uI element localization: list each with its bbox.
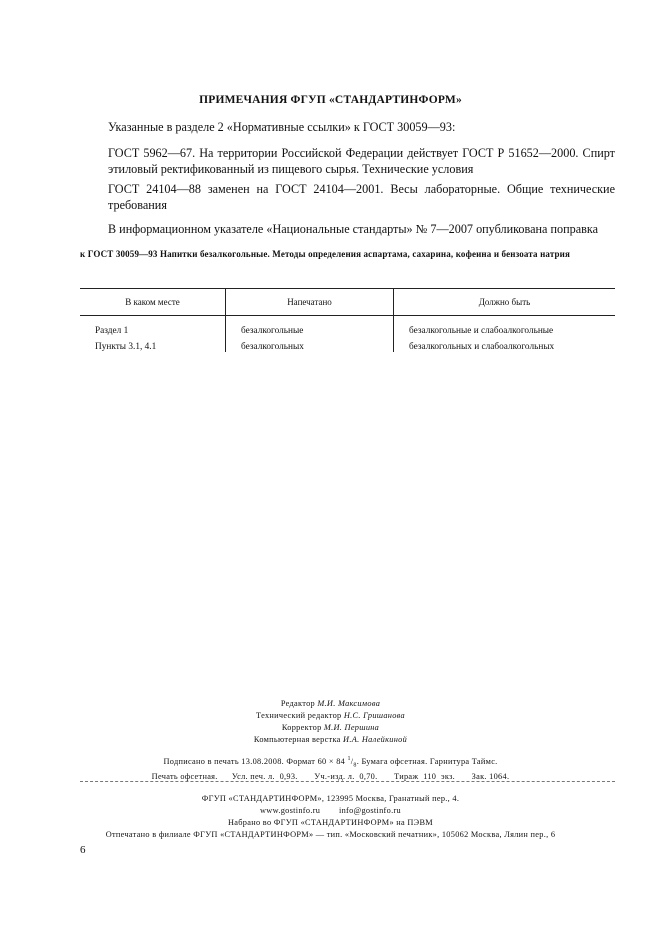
table-row — [80, 336, 615, 352]
paragraph-amendment-notice — [80, 222, 615, 238]
credit-name: М.И. Першина — [323, 723, 380, 732]
publisher-typeset: Набрано во ФГУП «СТАНДАРТИНФОРМ» на ПЭВМ — [228, 818, 433, 827]
paragraph-gost-24104 — [80, 182, 615, 213]
print-info — [0, 753, 661, 783]
column-header-should-be: Должно быть — [394, 289, 616, 316]
format-fraction-numerator: 1 — [347, 756, 351, 762]
publisher-info — [0, 793, 661, 841]
credit-label: Технический редактор — [256, 711, 342, 720]
paragraph-text: Указанные в разделе 2 «Нормативные ссылки» к ГОСТ 30059—93: — [108, 120, 456, 134]
credit-label: Корректор — [281, 723, 322, 732]
print-signed-text: Подписано в печать 13.08.2008. Формат 60 × 84 — [163, 756, 348, 766]
amendment-table-wrap — [80, 288, 615, 352]
format-fraction-denominator: 8 — [353, 762, 357, 769]
amendment-heading: к ГОСТ 30059—93 Напитки безалкогольные. Методы определения аспартама, сахарина, кофеина и бензоата натрия — [80, 249, 571, 259]
publisher-contacts — [0, 805, 661, 817]
print-paper-text: . Бумага офсетная. Гарнитура Таймс. — [356, 756, 498, 766]
paragraph-text: В информационном указателе «Национальные стандарты» № 7—2007 опубликована поправка — [108, 222, 599, 236]
print-info-line-2: Печать офсетная. Усл. печ. л. 0,93. Уч.-изд. л. 0,70. Тираж 110 экз. Зак. 1064. — [151, 772, 510, 782]
notes-title: ПРИМЕЧАНИЯ ФГУП «СТАНДАРТИНФОРМ» — [199, 94, 462, 106]
credit-corrector — [0, 722, 661, 734]
table-cell: Раздел 1 — [95, 326, 129, 336]
paragraph-gost-5962 — [80, 146, 615, 177]
paragraph-text: ГОСТ 5962—67. На территории Российской Федерации действует ГОСТ Р 51652—2000. Спирт этиловый ректификованный из пищевого сырья. Технические условия — [108, 146, 615, 176]
publisher-email: info@gostinfo.ru — [338, 806, 401, 815]
table-cell: безалкогольных — [226, 336, 394, 352]
credit-name: Н.С. Гришанова — [343, 711, 405, 720]
credit-name: М.И. Максимова — [317, 699, 381, 708]
publisher-website: www.gostinfo.ru — [260, 806, 321, 815]
table-row — [80, 316, 615, 337]
credits-block — [0, 698, 661, 746]
credit-label: Редактор — [280, 699, 315, 708]
print-info-line-1: Подписано в печать 13.08.2008. Формат 60 × 84 $^1/_8$. Бумага офсетная. Гарнитура Таймс. — [163, 756, 498, 769]
credit-layout — [0, 734, 661, 746]
dashed-divider — [80, 781, 615, 782]
table-cell: безалкогольных и слабоалкогольных — [394, 336, 616, 352]
credit-label: Компьютерная верстка — [253, 735, 341, 744]
column-header-printed: Напечатано — [226, 289, 394, 316]
table-cell: безалкогольные и слабоалкогольные — [394, 316, 616, 337]
credit-name: И.А. Налейкиной — [343, 735, 408, 744]
publisher-address: ФГУП «СТАНДАРТИНФОРМ», 123995 Москва, Гранатный пер., 4. — [201, 794, 460, 803]
publisher-printed: Отпечатано в филиале ФГУП «СТАНДАРТИНФОРМ» — тип. «Московский печатник», 105062 Москва, Лялин пер., 6 — [105, 830, 556, 839]
table-cell: Пункты 3.1, 4.1 — [95, 342, 157, 352]
credit-editor — [0, 698, 661, 710]
paragraph-references — [80, 120, 615, 136]
table-header-row — [80, 289, 615, 316]
amendment-table — [80, 288, 615, 352]
credit-tech-editor — [0, 710, 661, 722]
page-number: 6 — [80, 844, 86, 856]
table-cell: безалкогольные — [226, 316, 394, 337]
paragraph-text: ГОСТ 24104—88 заменен на ГОСТ 24104—2001. Весы лабораторные. Общие технические требования — [108, 182, 615, 212]
column-header-location: В каком месте — [80, 289, 226, 316]
